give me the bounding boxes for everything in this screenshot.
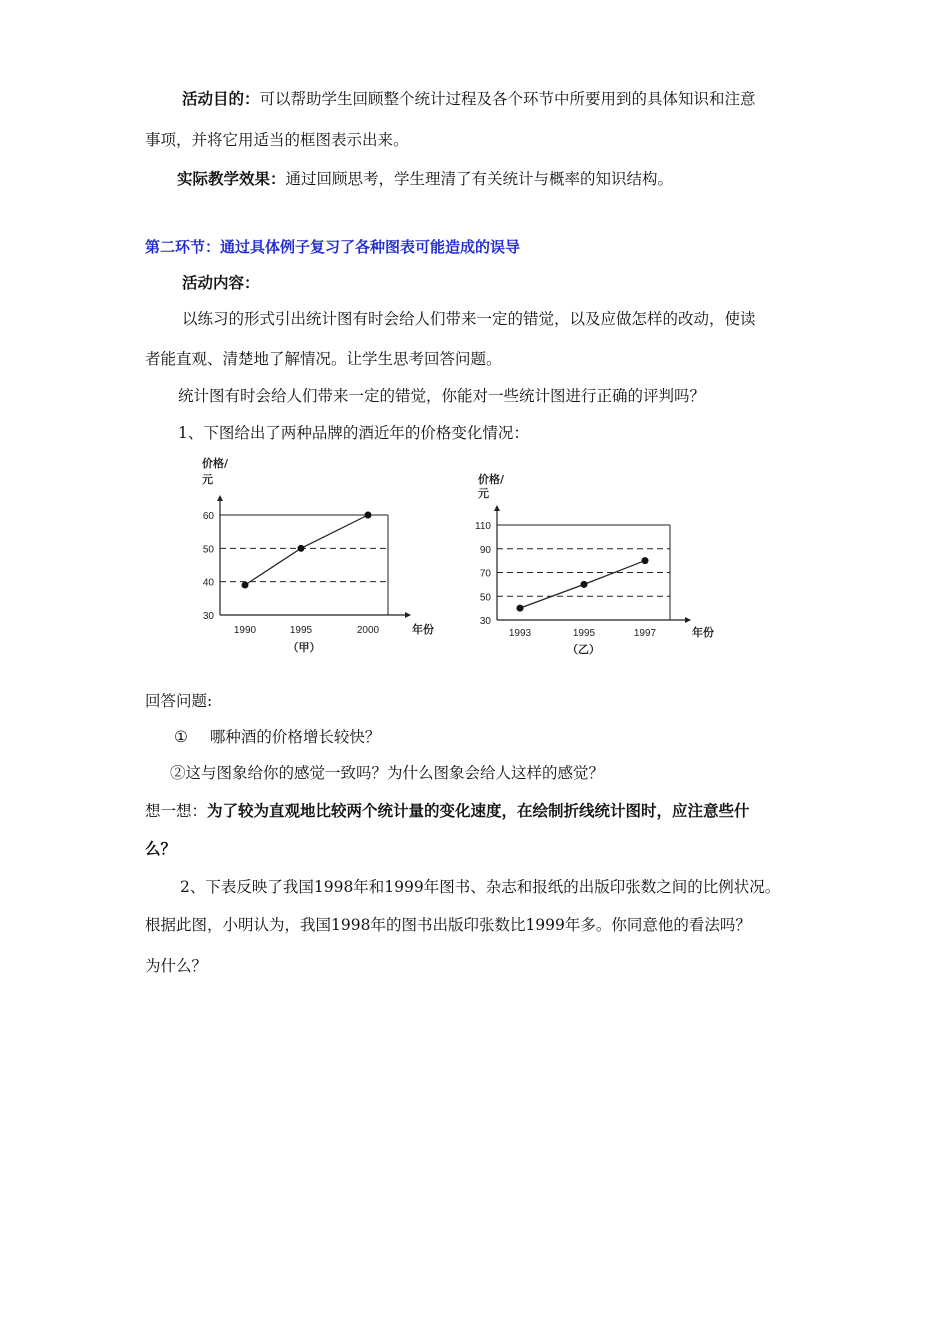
chart-1-y-tick-label-1: 90 [479,544,491,556]
think-cont: 么？ [145,839,177,858]
chart-1-ylabel-line2: 元 [478,487,489,500]
chart-1-y-arrow-icon [494,505,500,511]
think-text: 为了较为直观地比较两个统计量的变化速度，在绘制折线统计图时，应注意些什 [207,801,750,820]
chart-1-y-tick-label-0: 110 [475,521,491,532]
chart-0-x-tick-label-0: 1990 [233,625,257,636]
question-1: 1、下图给出了两种品牌的酒近年的价格变化情况： [178,424,529,442]
chart-0-y-arrow-icon [217,495,223,501]
chart-0-y-tick-label-0: 60 [202,511,214,522]
chart-1-x-arrow-icon [685,617,691,623]
chart-1-x-tick-label-0: 1993 [508,628,532,639]
para3-line1: 以练习的形式引出统计图有时会给人们带来一定的错觉，以及应做怎样的改动，使读 [182,310,756,328]
chart-0-y-tick-label-3: 30 [202,611,214,622]
chart-1-data-point-0 [517,605,524,612]
question-2-line2: 根据此图，小明认为，我国1998年的图书出版印张数比1999年多。你同意他的看法吗？ [145,916,751,934]
chart-0-caption: （甲） [287,641,321,654]
activity-content-label: 活动内容： [182,273,260,292]
chart-0-y-tick-label-1: 50 [202,544,214,556]
chart-1-y-tick-label-3: 50 [479,592,491,604]
para3-line2: 者能直观、清楚地了解情况。让学生思考回答问题。 [145,350,502,368]
chart-0-data-point-2 [365,512,372,519]
chart-yi [462,465,742,665]
question-a [174,726,380,748]
chart-1-ylabel-line1: 价格/ [478,473,505,486]
chart-0-ylabel-line1: 价格/ [202,457,229,470]
chart-0-xlabel: 年份 [412,623,434,636]
para4: 统计图有时会给人们带来一定的错觉，你能对一些统计图进行正确的评判吗？ [178,387,706,405]
chart-1-data-point-1 [581,581,588,588]
chart-1-caption: （乙） [567,643,600,656]
chart-0-x-tick-label-1: 1995 [289,625,313,636]
think [145,800,750,822]
question-2-line3: 为什么？ [145,957,208,975]
chart-0-x-arrow-icon [405,612,411,618]
chart-0-data-point-1 [298,545,305,552]
chart-1-xlabel: 年份 [692,626,714,639]
chart-jia [188,455,434,661]
teaching-effect [177,168,673,190]
chart-1-y-tick-label-2: 70 [479,568,491,580]
question-2-line1: 2、下表反映了我国1998年和1999年图书、杂志和报纸的出版印张数之间的比例状况。 [180,878,781,896]
question-a-num: ① [174,728,188,746]
question-b: ②这与图象给你的感觉一致吗？为什么图象会给人这样的感觉？ [170,764,605,782]
question-a-text: 哪种酒的价格增长较快？ [209,728,381,746]
chart-jia-svg [188,455,434,661]
activity-purpose-label: 活动目的： [182,89,260,108]
chart-0-x-tick-label-2: 2000 [356,625,380,636]
chart-0-series-line [245,515,368,585]
chart-1-y-tick-label-4: 30 [479,616,491,627]
answer-label: 回答问题: [145,692,213,710]
teaching-effect-text: 通过回顾思考，学生理清了有关统计与概率的知识结构。 [285,170,674,188]
teaching-effect-label: 实际教学效果： [177,169,286,188]
activity-purpose [182,88,756,110]
activity-purpose-cont: 事项，并将它用适当的框图表示出来。 [145,131,409,149]
chart-1-x-tick-label-1: 1995 [572,628,596,639]
chart-0-y-tick-label-2: 40 [202,577,214,589]
chart-0-data-point-0 [242,582,249,589]
chart-1-data-point-2 [642,557,649,564]
think-label: 想一想： [145,802,208,820]
activity-purpose-text: 可以帮助学生回顾整个统计过程及各个环节中所要用到的具体知识和注意 [259,90,756,108]
chart-0-ylabel-line2: 元 [202,473,213,486]
chart-1-x-tick-label-2: 1997 [633,628,657,639]
section-title: 第二环节：通过具体例子复习了各种图表可能造成的误导 [145,238,521,256]
chart-yi-svg [462,465,742,665]
